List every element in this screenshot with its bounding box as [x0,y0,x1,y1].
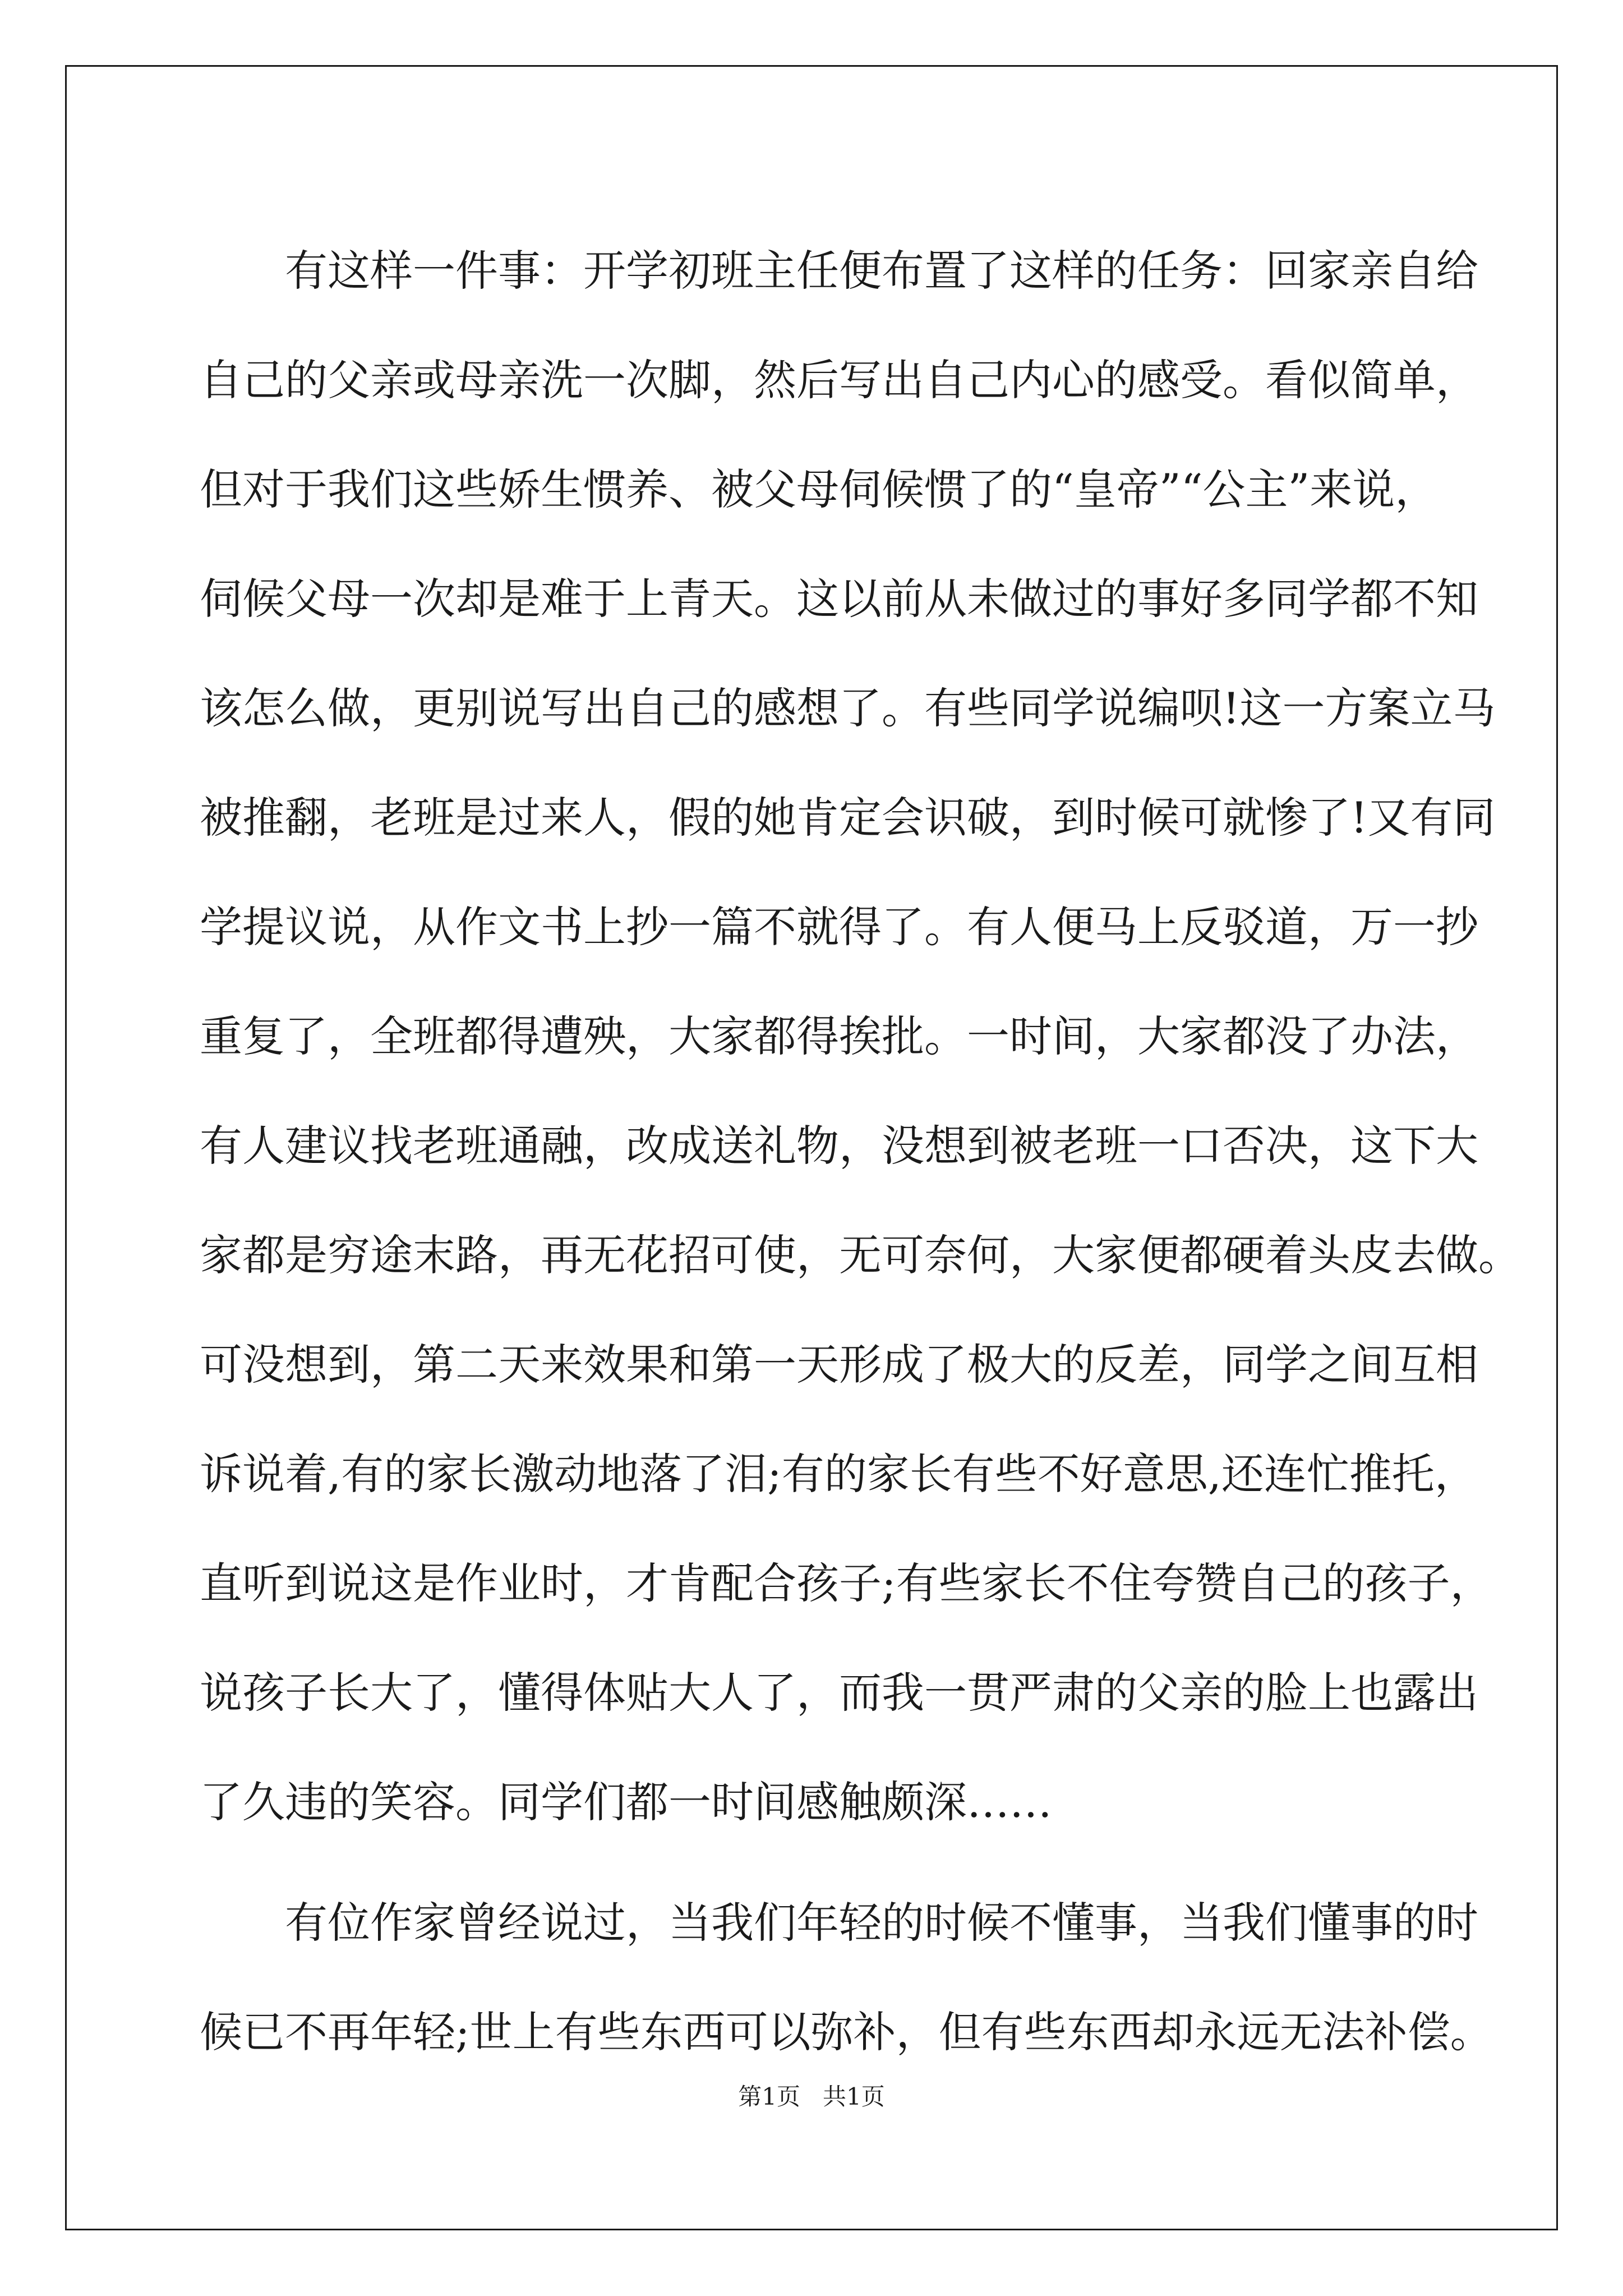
text-line: 伺候父母一次却是难于上青天。这以前从未做过的事好多同学都不知 [200,574,1478,624]
text-line: 有这样一件事：开学初班主任便布置了这样的任务：回家亲自给 [200,246,1478,296]
text-line: 自己的父亲或母亲洗一次脚，然后写出自己内心的感受。看似简单， [200,355,1478,405]
paragraph-2 [200,1868,1493,2087]
text-line: 直听到说这是作业时，才肯配合孩子;有些家长不住夸赞自己的孩子， [200,1558,1493,1608]
text-line: 诉说着,有的家长激动地落了泪;有的家长有些不好意思,还连忙推托， [200,1449,1477,1499]
text-line: 家都是穷途末路，再无花招可使，无可奈何，大家便都硬着头皮去做。 [200,1230,1521,1280]
paragraph-spacer [200,1857,1439,1868]
page-number: 第1页 [738,2083,800,2110]
page-footer [0,2078,1623,2112]
text-line: 学提议说，从作文书上抄一篇不就得了。有人便马上反驳道，万一抄 [200,902,1478,952]
text-line: 可没想到，第二天来效果和第一天形成了极大的反差，同学之间互相 [200,1340,1478,1389]
total-pages: 共1页 [823,2083,885,2110]
text-line: 候已不再年轻;世上有些东西可以弥补，但有些东西却永远无法补偿。 [200,2007,1493,2057]
paragraph-1 [200,216,1521,1857]
text-line: 有位作家曾经说过，当我们年轻的时候不懂事，当我们懂事的时 [200,1898,1478,1948]
text-line: 重复了，全班都得遭殃，大家都得挨批。一时间，大家都没了办法， [200,1011,1478,1061]
text-line: 该怎么做，更别说写出自己的感想了。有些同学说编呗!这一方案立马 [200,683,1496,733]
text-line: 但对于我们这些娇生惯养、被父母伺候惯了的“皇帝”“公主”来说， [200,464,1438,514]
text-line: 说孩子长大了，懂得体贴大人了，而我一贯严肃的父亲的脸上也露出 [200,1668,1478,1718]
text-line: 有人建议找老班通融，改成送礼物，没想到被老班一口否决，这下大 [200,1121,1478,1171]
text-line: 了久违的笑容。同学们都一时间感触颇深…… [200,1777,1052,1827]
text-line: 被推翻，老班是过来人，假的她肯定会识破，到时候可就惨了!又有同 [200,793,1496,843]
document-body [200,216,1521,2087]
